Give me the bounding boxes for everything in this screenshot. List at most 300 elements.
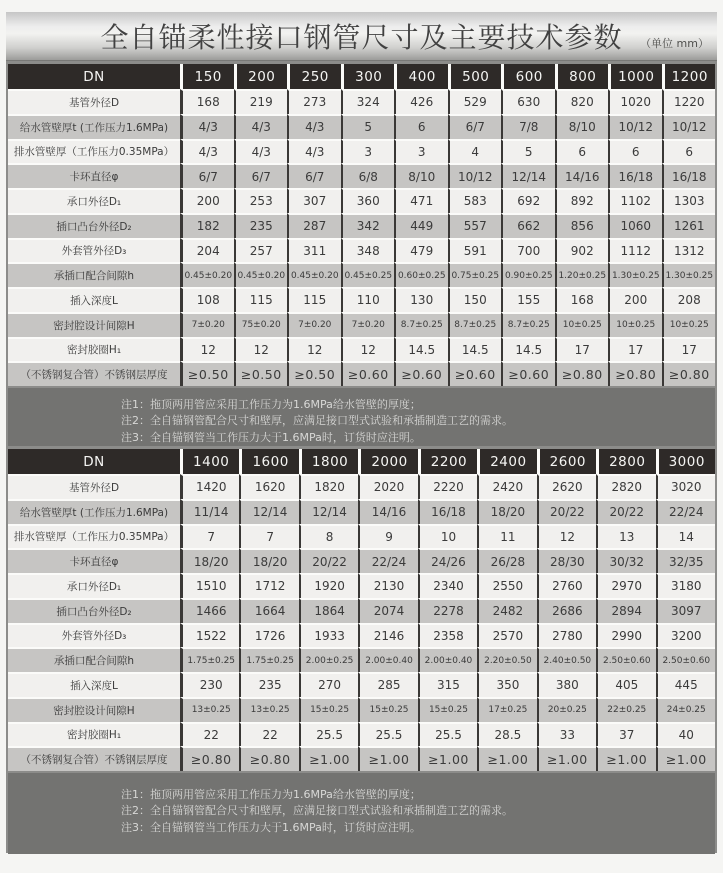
table-cell: 445: [656, 672, 716, 697]
table-header-row: [8, 64, 715, 89]
table-cell: 6: [662, 139, 716, 164]
table-cell: 15±0.25: [358, 697, 417, 722]
table-cell: 4/3: [234, 114, 288, 139]
table-cell: 155: [501, 287, 555, 312]
table-row: [8, 361, 715, 386]
table-cell: 17: [662, 337, 716, 362]
table-cell: 449: [394, 213, 448, 238]
table-cell: 1712: [239, 573, 298, 598]
corner-header-dn: DN: [8, 64, 180, 89]
notes-block: [8, 773, 715, 854]
table-row: [8, 548, 715, 573]
table-cell: 18/20: [239, 548, 298, 573]
table-cell: 200: [608, 287, 662, 312]
column-header: 1400: [180, 449, 239, 474]
table-cell: 13±0.25: [180, 697, 239, 722]
table-cell: ≥0.80: [608, 361, 662, 386]
table-cell: 22±0.25: [596, 697, 655, 722]
table-cell: ≥0.80: [662, 361, 716, 386]
table-cell: 2340: [418, 573, 477, 598]
row-label: 基管外径D: [8, 474, 180, 499]
column-header: 300: [341, 64, 395, 89]
spec-sheet: [6, 12, 717, 853]
table-cell: 1303: [662, 188, 716, 213]
spec-table-wrap: [8, 449, 715, 771]
table-cell: 24/26: [418, 548, 477, 573]
row-label: 插入深度L: [8, 287, 180, 312]
table-cell: 12: [234, 337, 288, 362]
title-bar: [6, 12, 717, 61]
table-cell: 168: [555, 287, 609, 312]
table-header-row: [8, 449, 715, 474]
note-line: 注1：拖顶两用管应采用工作压力为1.6MPa给水管壁的厚度；: [121, 398, 421, 411]
row-label: 承口外径D₁: [8, 573, 180, 598]
table-cell: 40: [656, 722, 716, 747]
table-cell: 273: [287, 89, 341, 114]
table-cell: 115: [287, 287, 341, 312]
table-cell: 348: [341, 238, 395, 263]
table-cell: 10/12: [662, 114, 716, 139]
row-label: 插口凸台外径D₂: [8, 213, 180, 238]
table-cell: 235: [234, 213, 288, 238]
column-header: 2000: [358, 449, 417, 474]
table-cell: 5: [501, 139, 555, 164]
table-cell: 12: [537, 524, 596, 549]
table-cell: 1510: [180, 573, 239, 598]
table-cell: 33: [537, 722, 596, 747]
table-cell: 200: [180, 188, 234, 213]
table-cell: 20/22: [299, 548, 358, 573]
table-cell: 108: [180, 287, 234, 312]
table-cell: ≥1.00: [299, 746, 358, 771]
table-cell: 18/20: [477, 499, 536, 524]
table-cell: 2130: [358, 573, 417, 598]
table-cell: 1466: [180, 598, 239, 623]
table-cell: 311: [287, 238, 341, 263]
table-cell: 7±0.20: [180, 312, 234, 337]
table-cell: 168: [180, 89, 234, 114]
table-cell: 0.45±0.20: [287, 262, 341, 287]
table-cell: 17: [555, 337, 609, 362]
table-cell: 405: [596, 672, 655, 697]
table-cell: 285: [358, 672, 417, 697]
table-cell: 1820: [299, 474, 358, 499]
table-cell: ≥0.50: [234, 361, 288, 386]
table-cell: 2.00±0.40: [418, 647, 477, 672]
table-cell: 2570: [477, 623, 536, 648]
table-cell: 16/18: [608, 163, 662, 188]
table-cell: 2.00±0.25: [299, 647, 358, 672]
table-cell: 14: [656, 524, 716, 549]
table-cell: ≥0.60: [501, 361, 555, 386]
table-row: [8, 746, 715, 771]
table-row: [8, 287, 715, 312]
table-row: [8, 623, 715, 648]
table-cell: 1620: [239, 474, 298, 499]
table-cell: 20/22: [537, 499, 596, 524]
table-cell: 0.60±0.25: [394, 262, 448, 287]
table-cell: 32/35: [656, 548, 716, 573]
table-cell: 110: [341, 287, 395, 312]
table-cell: 11/14: [180, 499, 239, 524]
table-cell: 3: [341, 139, 395, 164]
column-header: 600: [501, 64, 555, 89]
table-row: [8, 188, 715, 213]
table-cell: 1920: [299, 573, 358, 598]
table-cell: 591: [448, 238, 502, 263]
row-label: 密封胶圈H₁: [8, 722, 180, 747]
table-cell: 1020: [608, 89, 662, 114]
table-cell: 2420: [477, 474, 536, 499]
row-label: 承插口配合间隙h: [8, 262, 180, 287]
row-label: （不锈钢复合管）不锈钢层厚度: [8, 361, 180, 386]
table-cell: 14.5: [448, 337, 502, 362]
column-header: 400: [394, 64, 448, 89]
table-cell: ≥0.60: [394, 361, 448, 386]
table-cell: 1102: [608, 188, 662, 213]
table-cell: 4/3: [180, 139, 234, 164]
table-cell: 7: [239, 524, 298, 549]
table-cell: 75±0.20: [234, 312, 288, 337]
table-cell: 8: [299, 524, 358, 549]
table-cell: 15±0.25: [418, 697, 477, 722]
table-cell: 380: [537, 672, 596, 697]
table-cell: 2.50±0.60: [596, 647, 655, 672]
table-cell: 28.5: [477, 722, 536, 747]
table-cell: 2990: [596, 623, 655, 648]
table-cell: 2020: [358, 474, 417, 499]
unit-label: （单位 mm）: [640, 37, 709, 50]
table-row: [8, 337, 715, 362]
table-cell: 324: [341, 89, 395, 114]
table-cell: 8/10: [555, 114, 609, 139]
table-cell: 1.30±0.25: [662, 262, 716, 287]
table-row: [8, 598, 715, 623]
table-cell: 14.5: [394, 337, 448, 362]
row-label: 排水管壁厚（工作压力0.35MPa）: [8, 139, 180, 164]
table-cell: ≥1.00: [656, 746, 716, 771]
table-cell: 8.7±0.25: [448, 312, 502, 337]
table-cell: 315: [418, 672, 477, 697]
table-cell: ≥0.50: [180, 361, 234, 386]
table-cell: ≥1.00: [358, 746, 417, 771]
table-cell: 257: [234, 238, 288, 263]
table-cell: 3: [394, 139, 448, 164]
table-cell: 692: [501, 188, 555, 213]
table-row: [8, 647, 715, 672]
table-cell: 14/16: [555, 163, 609, 188]
notes-block: [8, 388, 715, 446]
table-cell: ≥0.80: [239, 746, 298, 771]
table-cell: 10/12: [448, 163, 502, 188]
table-cell: 4/3: [287, 139, 341, 164]
table-cell: 30/32: [596, 548, 655, 573]
table-cell: ≥0.60: [448, 361, 502, 386]
table-cell: 25.5: [418, 722, 477, 747]
note-line: 注1：拖顶两用管应采用工作压力为1.6MPa给水管壁的厚度；: [121, 788, 421, 801]
table-cell: 3020: [656, 474, 716, 499]
table-cell: 8.7±0.25: [394, 312, 448, 337]
table-row: [8, 697, 715, 722]
column-header: 2200: [418, 449, 477, 474]
table-cell: 26/28: [477, 548, 536, 573]
table-cell: 0.90±0.25: [501, 262, 555, 287]
row-label: 插入深度L: [8, 672, 180, 697]
corner-header-dn: DN: [8, 449, 180, 474]
table-cell: ≥1.00: [477, 746, 536, 771]
table-cell: 14/16: [358, 499, 417, 524]
spec-table-wrap: [8, 64, 715, 386]
table-cell: 150: [448, 287, 502, 312]
table-cell: 12: [341, 337, 395, 362]
row-label: 承口外径D₁: [8, 188, 180, 213]
row-label: 给水管壁厚t (工作压力1.6MPa): [8, 114, 180, 139]
table-cell: 307: [287, 188, 341, 213]
table-cell: 6/7: [448, 114, 502, 139]
table-cell: 557: [448, 213, 502, 238]
table-cell: 2780: [537, 623, 596, 648]
table-cell: ≥1.00: [418, 746, 477, 771]
table-cell: 2482: [477, 598, 536, 623]
column-header: 1600: [239, 449, 298, 474]
table-row: [8, 262, 715, 287]
note-line: 注3：全自锚钢管当工作压力大于1.6MPa时，订货时应注明。: [121, 430, 421, 444]
table-cell: 7±0.20: [287, 312, 341, 337]
table-cell: 0.45±0.25: [341, 262, 395, 287]
note-line: 注2：全自锚钢管配合尺寸和壁厚，应满足接口型式试验和承插制造工艺的需求。: [121, 804, 513, 818]
table-row: [8, 474, 715, 499]
table-cell: 8.7±0.25: [501, 312, 555, 337]
table-cell: 1261: [662, 213, 716, 238]
table-cell: 10±0.25: [662, 312, 716, 337]
table-row: [8, 722, 715, 747]
table-cell: 37: [596, 722, 655, 747]
table-cell: 2146: [358, 623, 417, 648]
table-cell: 3097: [656, 598, 716, 623]
table-cell: 235: [239, 672, 298, 697]
table-cell: 219: [234, 89, 288, 114]
table-cell: 6: [555, 139, 609, 164]
table-cell: 22: [239, 722, 298, 747]
table-row: [8, 573, 715, 598]
table-cell: 20±0.25: [537, 697, 596, 722]
table-cell: 2.40±0.50: [537, 647, 596, 672]
column-header: 3000: [656, 449, 716, 474]
table-cell: 6/7: [287, 163, 341, 188]
table-cell: 700: [501, 238, 555, 263]
row-label: 密封腔设计间隙H: [8, 697, 180, 722]
table-cell: 287: [287, 213, 341, 238]
table-cell: 1.75±0.25: [180, 647, 239, 672]
column-header: 150: [180, 64, 234, 89]
table-cell: 2.00±0.40: [358, 647, 417, 672]
table-cell: 426: [394, 89, 448, 114]
column-header: 500: [448, 64, 502, 89]
table-cell: 16/18: [418, 499, 477, 524]
table-cell: 2970: [596, 573, 655, 598]
table-cell: 1933: [299, 623, 358, 648]
table-cell: 9: [358, 524, 417, 549]
table-cell: 2620: [537, 474, 596, 499]
row-label: 卡环直径φ: [8, 163, 180, 188]
table-cell: 662: [501, 213, 555, 238]
table-cell: 2358: [418, 623, 477, 648]
table-cell: 2.50±0.60: [656, 647, 716, 672]
table-cell: 10/12: [608, 114, 662, 139]
table-cell: 204: [180, 238, 234, 263]
table-cell: 28/30: [537, 548, 596, 573]
table-cell: 13±0.25: [239, 697, 298, 722]
table-cell: 583: [448, 188, 502, 213]
table-cell: 20/22: [596, 499, 655, 524]
table-cell: 6/7: [180, 163, 234, 188]
table-cell: 12/14: [501, 163, 555, 188]
table-row: [8, 163, 715, 188]
table-cell: 1.75±0.25: [239, 647, 298, 672]
table-cell: 12: [180, 337, 234, 362]
table-row: [8, 672, 715, 697]
table-cell: 892: [555, 188, 609, 213]
table-cell: 8/10: [394, 163, 448, 188]
table-cell: 24±0.25: [656, 697, 716, 722]
table-cell: 1664: [239, 598, 298, 623]
table-cell: 12/14: [299, 499, 358, 524]
row-label: 给水管壁厚t (工作压力1.6MPa): [8, 499, 180, 524]
table-cell: 1220: [662, 89, 716, 114]
table-cell: 5: [341, 114, 395, 139]
table-cell: 2074: [358, 598, 417, 623]
note-line: 注3：全自锚钢管当工作压力大于1.6MPa时，订货时应注明。: [121, 820, 421, 834]
table-cell: 3200: [656, 623, 716, 648]
table-cell: 10±0.25: [608, 312, 662, 337]
row-label: 密封腔设计间隙H: [8, 312, 180, 337]
table-cell: 2278: [418, 598, 477, 623]
note-line: 注2：全自锚钢管配合尺寸和壁厚，应满足接口型式试验和承插制造工艺的需求。: [121, 414, 513, 428]
table-cell: 1112: [608, 238, 662, 263]
table-cell: ≥0.80: [555, 361, 609, 386]
spec-table: [8, 64, 715, 386]
table-cell: 471: [394, 188, 448, 213]
table-cell: 208: [662, 287, 716, 312]
table-cell: 13: [596, 524, 655, 549]
table-cell: 856: [555, 213, 609, 238]
column-header: 2400: [477, 449, 536, 474]
table-cell: 22/24: [656, 499, 716, 524]
row-label: 排水管壁厚（工作压力0.35MPa）: [8, 524, 180, 549]
table-row: [8, 114, 715, 139]
column-header: 250: [287, 64, 341, 89]
row-label: 卡环直径φ: [8, 548, 180, 573]
column-header: 1000: [608, 64, 662, 89]
row-label: 外套管外径D₃: [8, 623, 180, 648]
table-row: [8, 213, 715, 238]
tables-container: [6, 64, 717, 854]
table-cell: ≥0.50: [287, 361, 341, 386]
table-cell: 360: [341, 188, 395, 213]
table-cell: 529: [448, 89, 502, 114]
table-cell: 14.5: [501, 337, 555, 362]
table-cell: 350: [477, 672, 536, 697]
table-row: [8, 139, 715, 164]
table-cell: 25.5: [358, 722, 417, 747]
table-cell: 4/3: [287, 114, 341, 139]
table-cell: 7: [180, 524, 239, 549]
row-label: 密封胶圈H₁: [8, 337, 180, 362]
column-header: 1800: [299, 449, 358, 474]
table-row: [8, 238, 715, 263]
table-cell: 902: [555, 238, 609, 263]
table-cell: 2220: [418, 474, 477, 499]
table-cell: 18/20: [180, 548, 239, 573]
row-label: 基管外径D: [8, 89, 180, 114]
table-cell: 12: [287, 337, 341, 362]
column-header: 800: [555, 64, 609, 89]
table-cell: 15±0.25: [299, 697, 358, 722]
table-cell: 22: [180, 722, 239, 747]
table-cell: 2820: [596, 474, 655, 499]
table-cell: ≥0.60: [341, 361, 395, 386]
table-cell: 16/18: [662, 163, 716, 188]
table-row: [8, 89, 715, 114]
table-cell: 1522: [180, 623, 239, 648]
table-cell: 253: [234, 188, 288, 213]
table-cell: 0.45±0.20: [234, 262, 288, 287]
table-cell: 17±0.25: [477, 697, 536, 722]
table-cell: 130: [394, 287, 448, 312]
table-cell: 4: [448, 139, 502, 164]
table-cell: 630: [501, 89, 555, 114]
table-cell: 6: [394, 114, 448, 139]
table-cell: 182: [180, 213, 234, 238]
table-row: [8, 524, 715, 549]
table-row: [8, 312, 715, 337]
table-cell: 7/8: [501, 114, 555, 139]
column-header: 200: [234, 64, 288, 89]
table-cell: 1726: [239, 623, 298, 648]
table-cell: 17: [608, 337, 662, 362]
page-title: 全自锚柔性接口钢管尺寸及主要技术参数: [100, 21, 623, 54]
table-cell: 6: [608, 139, 662, 164]
table-cell: 3180: [656, 573, 716, 598]
table-cell: ≥1.00: [596, 746, 655, 771]
table-cell: 12/14: [239, 499, 298, 524]
table-cell: 2760: [537, 573, 596, 598]
table-cell: 0.45±0.20: [180, 262, 234, 287]
table-cell: ≥0.80: [180, 746, 239, 771]
table-cell: 230: [180, 672, 239, 697]
table-cell: 25.5: [299, 722, 358, 747]
row-label: 承插口配合间隙h: [8, 647, 180, 672]
column-header: 1200: [662, 64, 716, 89]
table-cell: 1.30±0.25: [608, 262, 662, 287]
table-cell: 1864: [299, 598, 358, 623]
table-cell: 342: [341, 213, 395, 238]
table-cell: 1312: [662, 238, 716, 263]
table-cell: 7±0.20: [341, 312, 395, 337]
table-cell: 2894: [596, 598, 655, 623]
table-cell: 1420: [180, 474, 239, 499]
table-cell: 6/8: [341, 163, 395, 188]
table-cell: 115: [234, 287, 288, 312]
table-cell: 2686: [537, 598, 596, 623]
table-cell: 479: [394, 238, 448, 263]
table-cell: ≥1.00: [537, 746, 596, 771]
table-cell: 1060: [608, 213, 662, 238]
table-cell: 4/3: [180, 114, 234, 139]
table-cell: 22/24: [358, 548, 417, 573]
table-cell: 10±0.25: [555, 312, 609, 337]
table-cell: 11: [477, 524, 536, 549]
